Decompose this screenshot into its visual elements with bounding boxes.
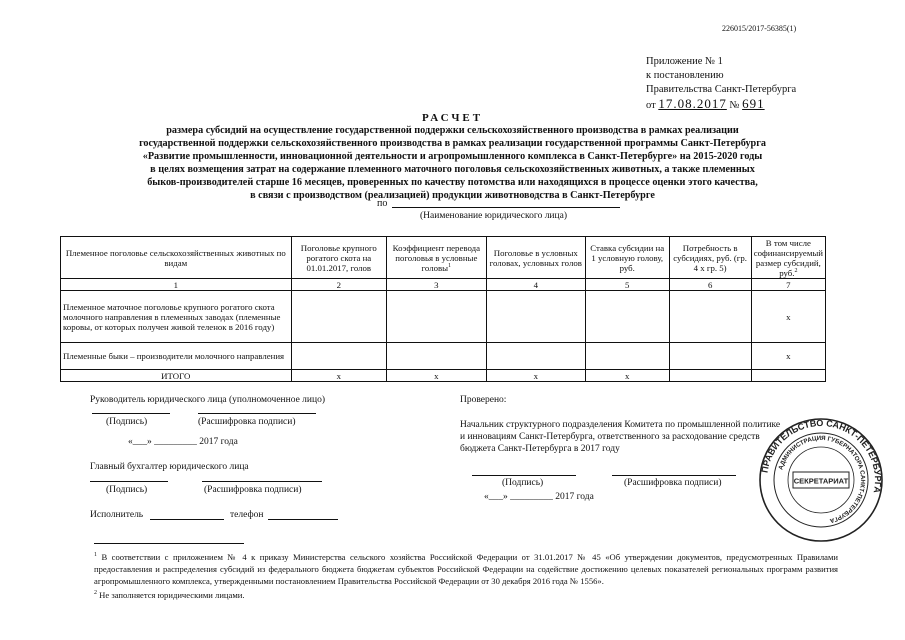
header-line: быков-производителей старше 16 месяцев, проверенных по качеству потомства или находящихся в процессе оценки этого качества, [147, 177, 758, 188]
date-field: «___» _________ 2017 года [128, 437, 238, 447]
header-cell: Поголовье крупного рогатого скота на 01.01.2017, голов [291, 237, 386, 279]
footnotes [94, 549, 838, 601]
signature-caption: (Подпись) [106, 417, 148, 427]
document-id: 226015/2017-56385(1) [722, 24, 797, 33]
col-number: 6 [669, 279, 751, 291]
footnote-text: В соответствии с приложением № 4 к приказу Министерства сельского хозяйства Российской Федерации от 31.01.2017 № 45 «Об утверждении документов, предусмотренных Правилами предоставления и распределения субсидий из федерального бюджета бюджетам субъектов Российской Федерации на содействие достижению целевых показателей региональных программ развития агропромышленного комплекса, утвержденными постановлением Правительства Российской Федерации от 30 декабря 2016 года № 1556». [94, 551, 838, 586]
header-cell-text: Коэффициент перевода поголовья в условные головы [392, 242, 480, 273]
table-cell[interactable] [486, 343, 585, 370]
footnote-mark: 1 [94, 552, 97, 558]
header-cell-text: В том числе софинансируемый размер субсидий, руб. [753, 237, 823, 278]
footnote-item [94, 587, 838, 601]
col-number: 2 [291, 279, 386, 291]
header-line: размера субсидий на осуществление государственной поддержки сельскохозяйственного производства в рамках реализации [166, 125, 739, 136]
official-seal [757, 418, 885, 542]
document-title: РАСЧЕТ [421, 112, 484, 124]
signature-caption: (Подпись) [502, 478, 544, 488]
executor-label: Исполнитель [90, 510, 144, 520]
table-cell: х [291, 370, 386, 382]
decoding-line [612, 475, 736, 476]
decoding-caption: (Расшифровка подписи) [624, 478, 722, 488]
checker-position [460, 419, 780, 455]
signature-line [92, 413, 170, 414]
appendix-date-line [646, 97, 796, 113]
table-number-row [61, 279, 826, 291]
table-cell[interactable] [669, 343, 751, 370]
decoding-line [202, 481, 322, 482]
decoding-line [198, 413, 316, 414]
head-label: Руководитель юридического лица (уполномоченное лицо) [90, 395, 325, 405]
header-line: «Развитие промышленности, инновационной деятельности и агропромышленного комплекса в Санкт-Петербурге» на 2015-2020 годы [142, 151, 763, 162]
header-cell [387, 237, 487, 279]
subsidy-table [60, 236, 826, 382]
appendix-block [646, 55, 796, 113]
table-row [61, 291, 826, 343]
header-cell [751, 237, 825, 279]
table-cell: х [751, 291, 825, 343]
row-name: Племенное маточное поголовье крупного рогатого скота молочного направления в племенных заводах (племенные коровы, от которых получен живой теленок в 2016 году) [61, 291, 292, 343]
table-cell[interactable] [291, 343, 386, 370]
signature-line [90, 481, 168, 482]
signature-caption: (Подпись) [106, 485, 148, 495]
table-cell[interactable] [291, 291, 386, 343]
footnote-ref: 2 [794, 267, 798, 274]
table-cell: х [585, 370, 669, 382]
appendix-number-prefix: № [729, 100, 740, 111]
col-number: 5 [585, 279, 669, 291]
footnote-text: Не заполняется юридическими лицами. [99, 589, 245, 600]
table-row [61, 343, 826, 370]
footnote-mark: 2 [94, 589, 97, 596]
total-label: ИТОГО [61, 370, 292, 382]
header-line: в связи с производством (реализацией) продукции животноводства в Санкт-Петербурге [250, 190, 655, 201]
appendix-from-prefix: от [646, 100, 656, 111]
header-cell: Ставка субсидии на 1 условную голову, руб. [585, 237, 669, 279]
org-caption: (Наименование юридического лица) [420, 211, 567, 221]
appendix-date: 17.08.2017 [658, 96, 727, 111]
decoding-caption: (Расшифровка подписи) [204, 485, 302, 495]
header-cell: Племенное поголовье сельскохозяйственных животных по видам [61, 237, 292, 279]
date-field: «___» _________ 2017 года [484, 492, 594, 502]
col-number: 3 [387, 279, 487, 291]
footnote-item [94, 549, 838, 587]
seal-outer-text: ПРАВИТЕЛЬСТВО САНКТ-ПЕТЕРБУРГА [759, 418, 884, 494]
phone-label: телефон [230, 510, 264, 520]
executor-line [150, 519, 224, 520]
header-cell: Поголовье в условных головах, условных голов [486, 237, 585, 279]
table-cell[interactable] [387, 343, 487, 370]
footnote-ref: 1 [448, 262, 452, 269]
row-name: Племенные быки – производители молочного направления [61, 343, 292, 370]
table-cell: х [486, 370, 585, 382]
checker-line: и инновациям Санкт-Петербурга, ответственного за расходование средств [460, 432, 760, 442]
seal-inner-text: АДМИНИСТРАЦИЯ ГУБЕРНАТОРА САНКТ-ПЕТЕРБУРГА [777, 434, 867, 524]
appendix-line3: Правительства Санкт-Петербурга [646, 84, 797, 95]
table-cell[interactable] [585, 291, 669, 343]
decoding-caption: (Расшифровка подписи) [198, 417, 296, 427]
table-header-row [61, 237, 826, 279]
header-cell: Потребность в субсидиях, руб. (гр. 4 х гр. 5) [669, 237, 751, 279]
table-cell[interactable] [669, 370, 751, 382]
table-cell[interactable] [751, 370, 825, 382]
table-cell: х [387, 370, 487, 382]
footnote-rule [94, 543, 244, 544]
header-line: государственной поддержки сельскохозяйственного производства в рамках реализации государственной программы Санкт-Петербурга [139, 138, 766, 149]
table-total-row [61, 370, 826, 382]
signature-line [472, 475, 576, 476]
phone-line [268, 519, 338, 520]
col-number: 1 [61, 279, 292, 291]
document-header [50, 124, 855, 202]
checked-label: Проверено: [460, 395, 507, 405]
table-cell[interactable] [387, 291, 487, 343]
checker-line: бюджета Санкт-Петербурга в 2017 году [460, 444, 620, 454]
table-cell[interactable] [669, 291, 751, 343]
appendix-line2: к постановлению [646, 70, 724, 81]
seal-center-text: СЕКРЕТАРИАТ [793, 476, 849, 486]
col-number: 4 [486, 279, 585, 291]
table-cell: х [751, 343, 825, 370]
accountant-label: Главный бухгалтер юридического лица [90, 462, 249, 472]
header-line: в целях возмещения затрат на содержание племенного маточного поголовья сельскохозяйственных животных, а также племенных [150, 164, 755, 175]
checker-line: Начальник структурного подразделения Комитета по промышленной политике [460, 420, 781, 430]
col-number: 7 [751, 279, 825, 291]
appendix-line1: Приложение № 1 [646, 56, 723, 67]
org-name-line [392, 207, 620, 208]
appendix-number: 691 [742, 96, 765, 111]
po-label: по [377, 198, 388, 209]
table-cell[interactable] [486, 291, 585, 343]
table-cell[interactable] [585, 343, 669, 370]
